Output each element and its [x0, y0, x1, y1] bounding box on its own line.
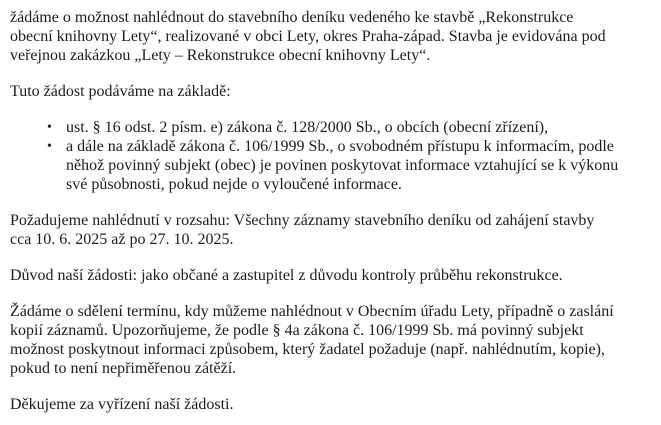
list-item-law-128	[10, 118, 651, 137]
text-line: cca 10. 6. 2025 až po 27. 10. 2025.	[10, 231, 234, 248]
text-line: žádáme o možnost nahlédnout do stavebního deníku vedeného ke stavbě „Rekonstrukce	[10, 9, 574, 26]
text-line: Požadujeme nahlédnutí v rozsahu: Všechny záznamy stavebního deníku od zahájení stavby	[10, 212, 595, 229]
bullet-icon: •	[47, 139, 52, 154]
paragraph-thanks	[10, 395, 651, 414]
paragraph-reason	[10, 266, 651, 285]
paragraph-scope	[10, 211, 651, 249]
text-line: obecní knihovny Lety“, realizované v obci Lety, okres Praha-západ. Stavba je evidována pod	[10, 28, 606, 45]
text-line: kopií záznamů. Upozorňujeme, že podle § 4a zákona č. 106/1999 Sb. má povinný subjekt	[10, 322, 584, 339]
text-line: své působnosti, pokud nejde o vyloučené informace.	[66, 176, 402, 193]
list-item-law-106	[10, 137, 651, 194]
text-line: Žádáme o sdělení termínu, kdy můžeme nahlédnout v Obecním úřadu Lety, případně o zaslání	[10, 303, 614, 320]
paragraph-request-term	[10, 302, 651, 378]
text-line: veřejnou zakázkou „Lety – Rekonstrukce obecní knihovny Lety“.	[10, 47, 431, 64]
text-line: něhož povinný subjekt (obec) je povinen poskytovat informace vztahující se k výkonu	[66, 157, 619, 174]
text-line: Děkujeme za vyřízení naší žádosti.	[10, 396, 234, 413]
paragraph-basis-intro	[10, 82, 651, 101]
paragraph-intro	[10, 8, 651, 65]
text-line: a dále na základě zákona č. 106/1999 Sb., o svobodném přístupu k informacím, podle	[66, 138, 614, 155]
bullet-icon: •	[47, 120, 52, 135]
text-line: pokud to není nepřiměřenou zátěží.	[10, 360, 237, 377]
text-line: Důvod naší žádosti: jako občané a zastupitel z důvodu kontroly průběhu rekonstrukce.	[10, 267, 563, 284]
text-line: Tuto žádost podáváme na základě:	[10, 83, 231, 100]
bullet-list	[10, 118, 651, 194]
text-line: možnost poskytnout informaci způsobem, který žadatel požaduje (např. nahlédnutím, kopie),	[10, 341, 605, 358]
text-line: ust. § 16 odst. 2 písm. e) zákona č. 128/2000 Sb., o obcích (obecní zřízení),	[66, 119, 549, 136]
